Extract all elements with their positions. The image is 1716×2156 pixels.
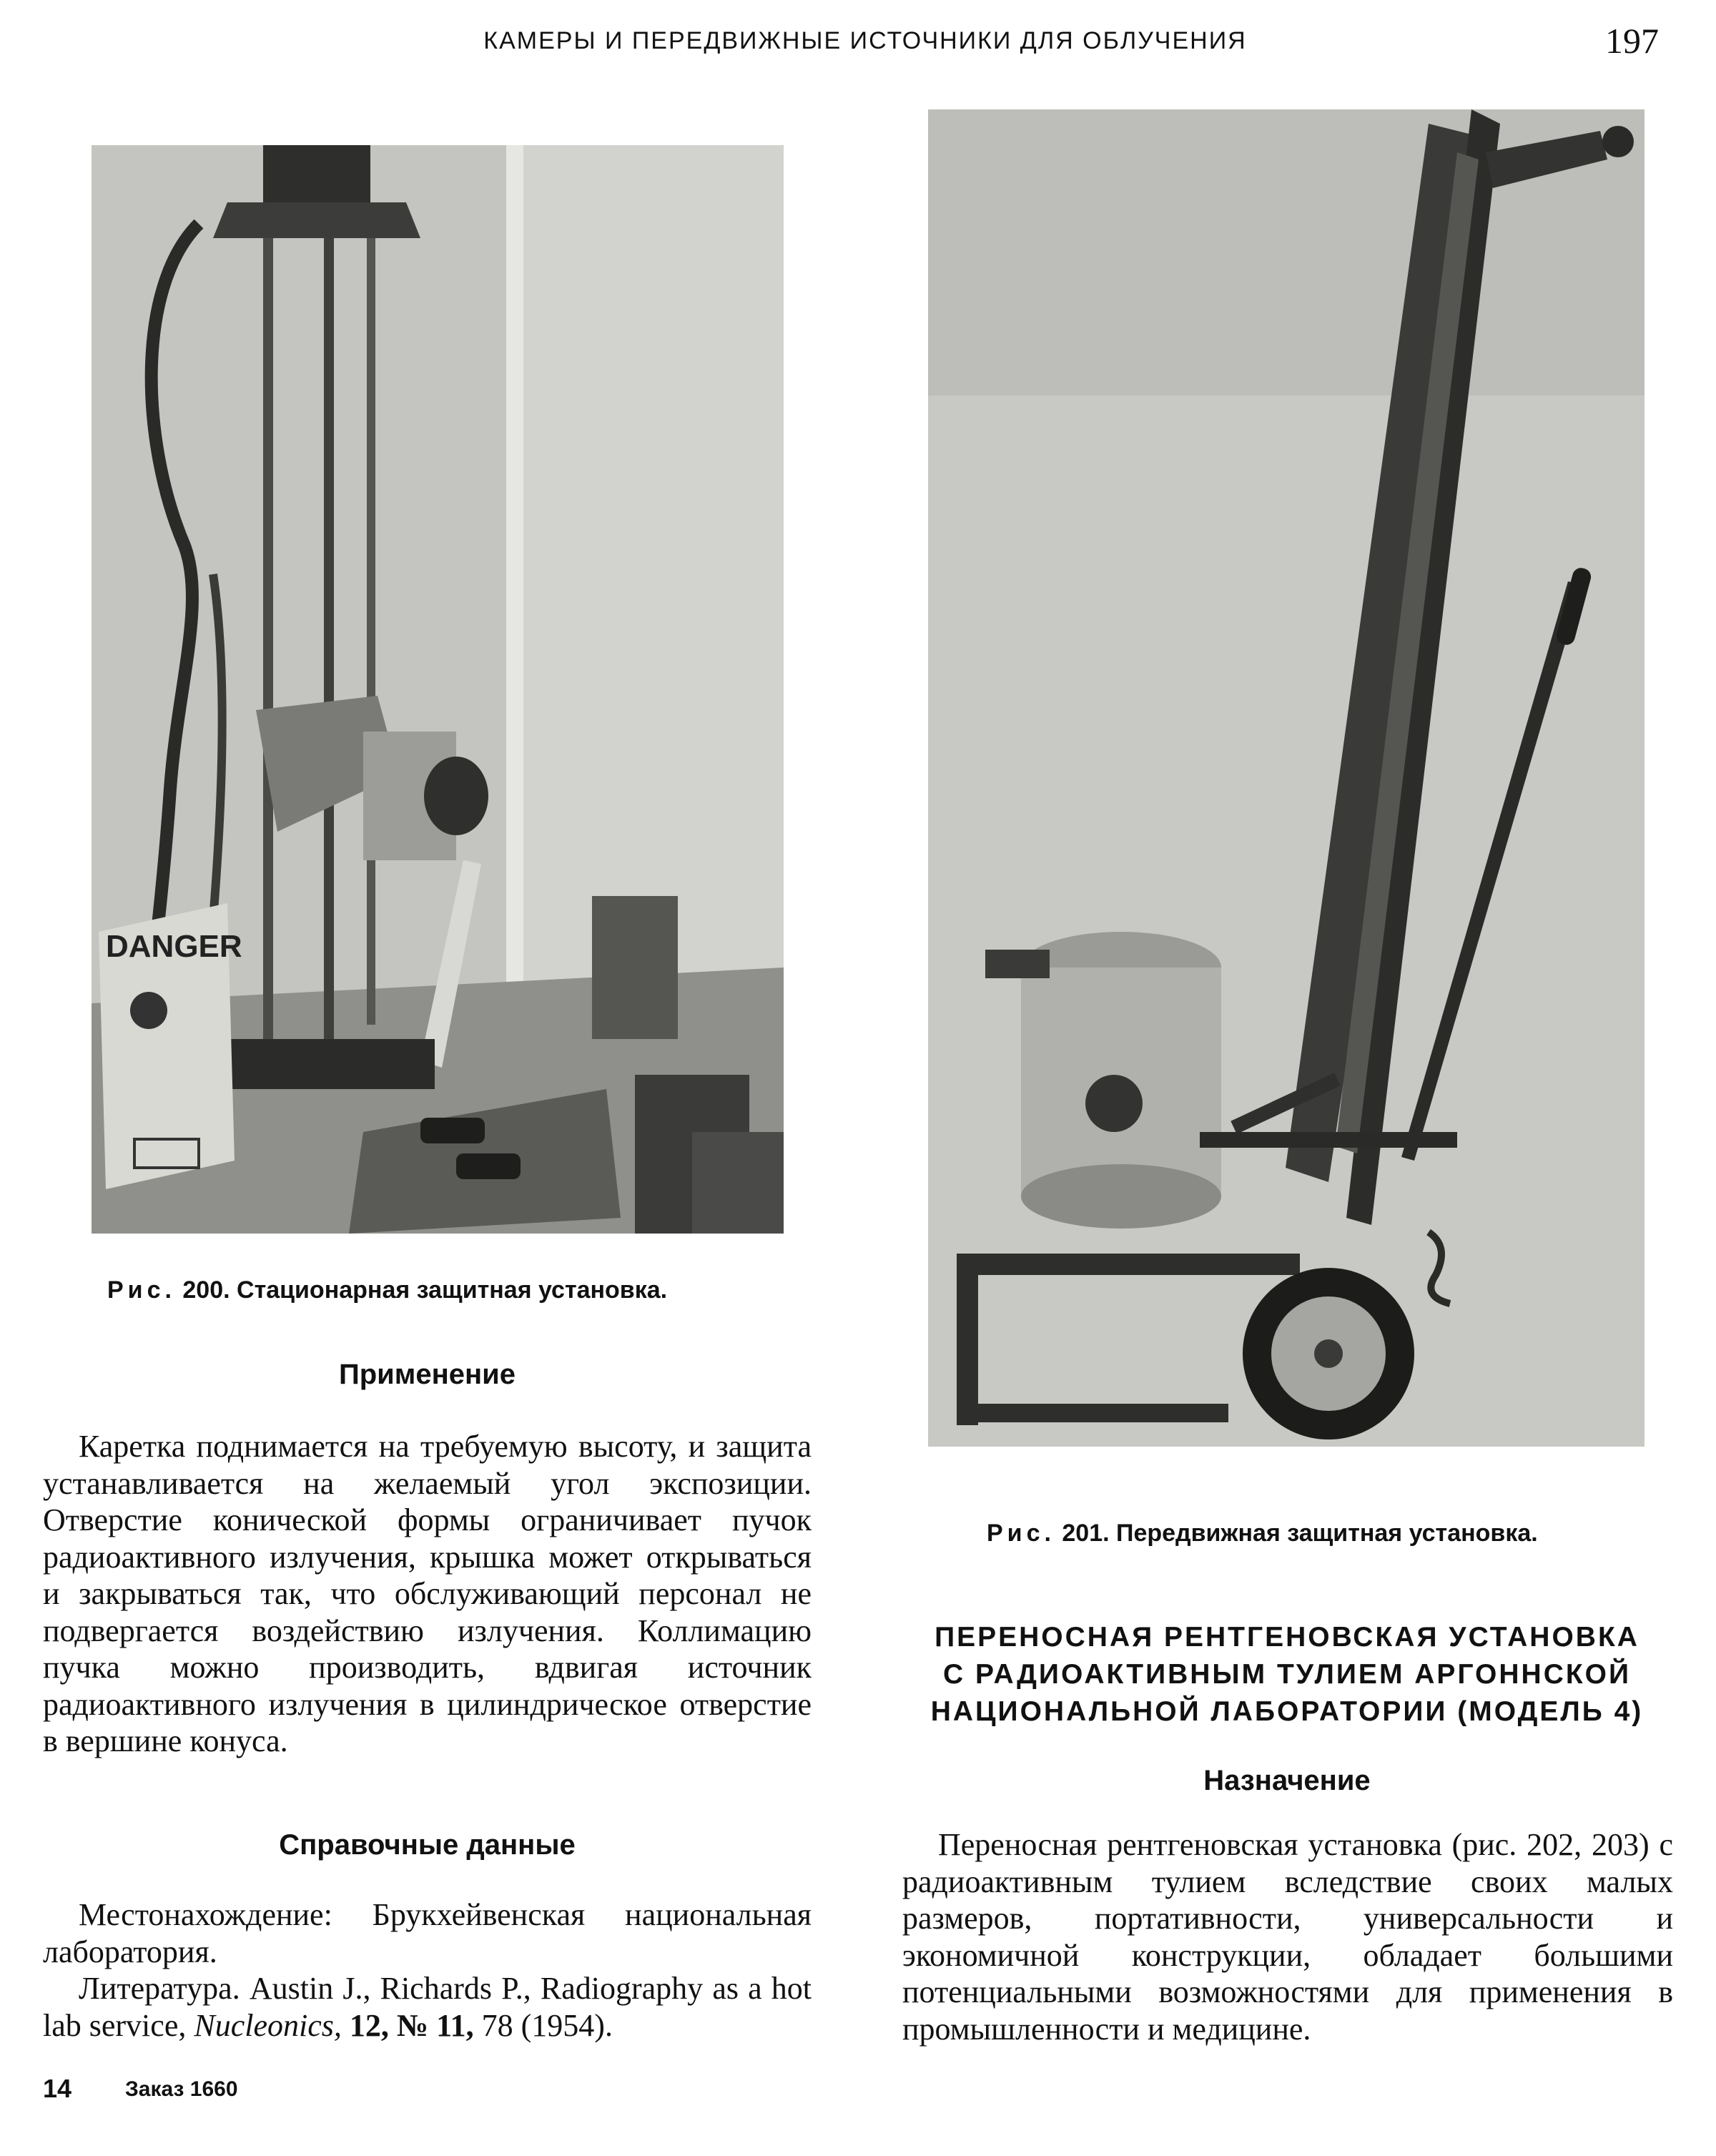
section-heading-reference: Справочные данные	[279, 1829, 576, 1861]
application-paragraph: Каретка поднимается на требуемую высоту, и защита устанавливается на желаемый угол экспозиции. Отверстие конической формы ограничивает пучок радиоактивного излучения, крышка может открываться и закрываться так, что обслуживающий персонал не подвергается воздействию излучения. Коллимацию пучка можно производить, вдвигая источник радиоактивного излучения в цилиндрическое отверстие в вершине конуса.	[43, 1429, 812, 1758]
literature-volume: 12, № 11,	[341, 2007, 474, 2043]
figure-200-label: Рис.	[107, 1276, 176, 1304]
figure-200-photo	[92, 145, 784, 1234]
article-title	[922, 1619, 1652, 1731]
application-text-block	[43, 1428, 812, 1760]
figure-200-caption	[107, 1276, 667, 1304]
reference-text-block	[43, 1896, 812, 2044]
section-heading-purpose: Назначение	[1203, 1765, 1371, 1796]
figure-200-text: 200. Стационарная защитная установка.	[182, 1276, 668, 1304]
mobile-shield-illustration	[928, 109, 1644, 1447]
literature-authors: Литература. Austin J., Richards P., Radiography as a hot lab service,	[43, 1971, 812, 2043]
location-paragraph: Местонахождение: Брукхейвенская национальная лаборатория.	[43, 1897, 812, 1969]
running-title: КАМЕРЫ И ПЕРЕДВИЖНЫЕ ИСТОЧНИКИ ДЛЯ ОБЛУЧЕНИЯ	[483, 27, 1247, 54]
figure-201-text: 201. Передвижная защитная установка.	[1062, 1520, 1538, 1547]
article-title-line-2: С РАДИОАКТИВНЫМ ТУЛИЕМ АРГОННСКОЙ	[942, 1659, 1632, 1690]
section-heading-application: Применение	[338, 1359, 516, 1390]
stationary-shield-illustration	[92, 145, 784, 1234]
purpose-text-block	[902, 1826, 1673, 2047]
article-title-line-3: НАЦИОНАЛЬНОЙ ЛАБОРАТОРИИ (МОДЕЛЬ 4)	[930, 1696, 1644, 1727]
literature-paragraph	[43, 1970, 812, 2044]
page-number: 197	[1605, 21, 1659, 61]
sheet-number: 14	[43, 2074, 72, 2103]
figure-201-caption	[987, 1520, 1538, 1547]
print-order: Заказ 1660	[125, 2077, 238, 2101]
danger-sign-text: DANGER	[106, 929, 242, 964]
figure-201-label: Рис.	[987, 1520, 1055, 1547]
figure-201-photo	[928, 109, 1644, 1447]
article-title-line-1: ПЕРЕНОСНАЯ РЕНТГЕНОВСКАЯ УСТАНОВКА	[935, 1622, 1639, 1653]
purpose-paragraph: Переносная рентгеновская установка (рис. 202, 203) с радиоактивным тулием вследствие своих малых размеров, портативности, универсальности и экономичной конструкции, обладает большими потенциальными возможностями для применения в промышленности и медицине.	[902, 1827, 1673, 2047]
literature-year: 78 (1954).	[473, 2007, 613, 2043]
literature-journal: Nucleonics,	[194, 2007, 342, 2043]
